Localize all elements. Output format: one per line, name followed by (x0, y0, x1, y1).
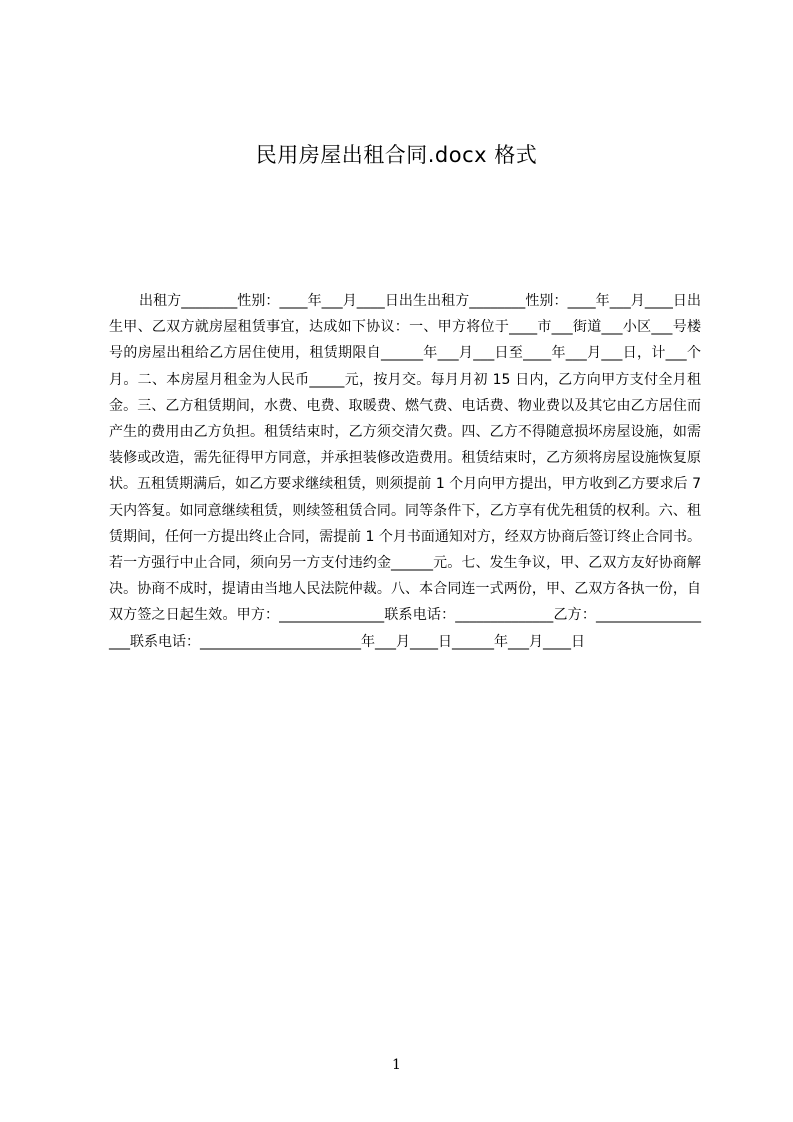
contract-body-paragraph: 出租方________性别：____年___月____日出生出租方________性别：____年___月____日出生甲、乙双方就房屋租赁事宜，达成如下协议：一、甲方将位于____市___街道___小区___号楼号的房屋出租给乙方居住使用，租赁期限自______年___月___日至____年___月___日，计___个月。二、本房屋月租金为人民币_____元，按月交。每月月初 15 日内，乙方向甲方支付全月租金。三、乙方租赁期间，水费、电费、取暖费、燃气费、电话费、物业费以及其它由乙方居住而产生的费用由乙方负担。租赁结束时，乙方须交清欠费。四、乙方不得随意损坏房屋设施，如需装修或改造，需先征得甲方同意，并承担装修改造费用。租赁结束时，乙方须将房屋设施恢复原状。五租赁期满后，如乙方要求继续租赁，则须提前 1 个月向甲方提出，甲方收到乙方要求后 7 天内答复。如同意继续租赁，则续签租赁合同。同等条件下，乙方享有优先租赁的权利。六、租赁期间，任何一方提出终止合同，需提前 1 个月书面通知对方，经双方协商后签订终止合同书。若一方强行中止合同，须向另一方支付违约金______元。七、发生争议，甲、乙双方友好协商解决。协商不成时，提请由当地人民法院仲裁。八、本合同连一式两份，甲、乙双方各执一份，自双方签之日起生效。甲方：_______________联系电话：______________乙方：__________________联系电话：_______________________年___月____日______年___月____日 (109, 293, 701, 650)
page-number: 1 (392, 1057, 401, 1073)
document-title: 民用房屋出租合同.docx 格式 (255, 143, 538, 167)
